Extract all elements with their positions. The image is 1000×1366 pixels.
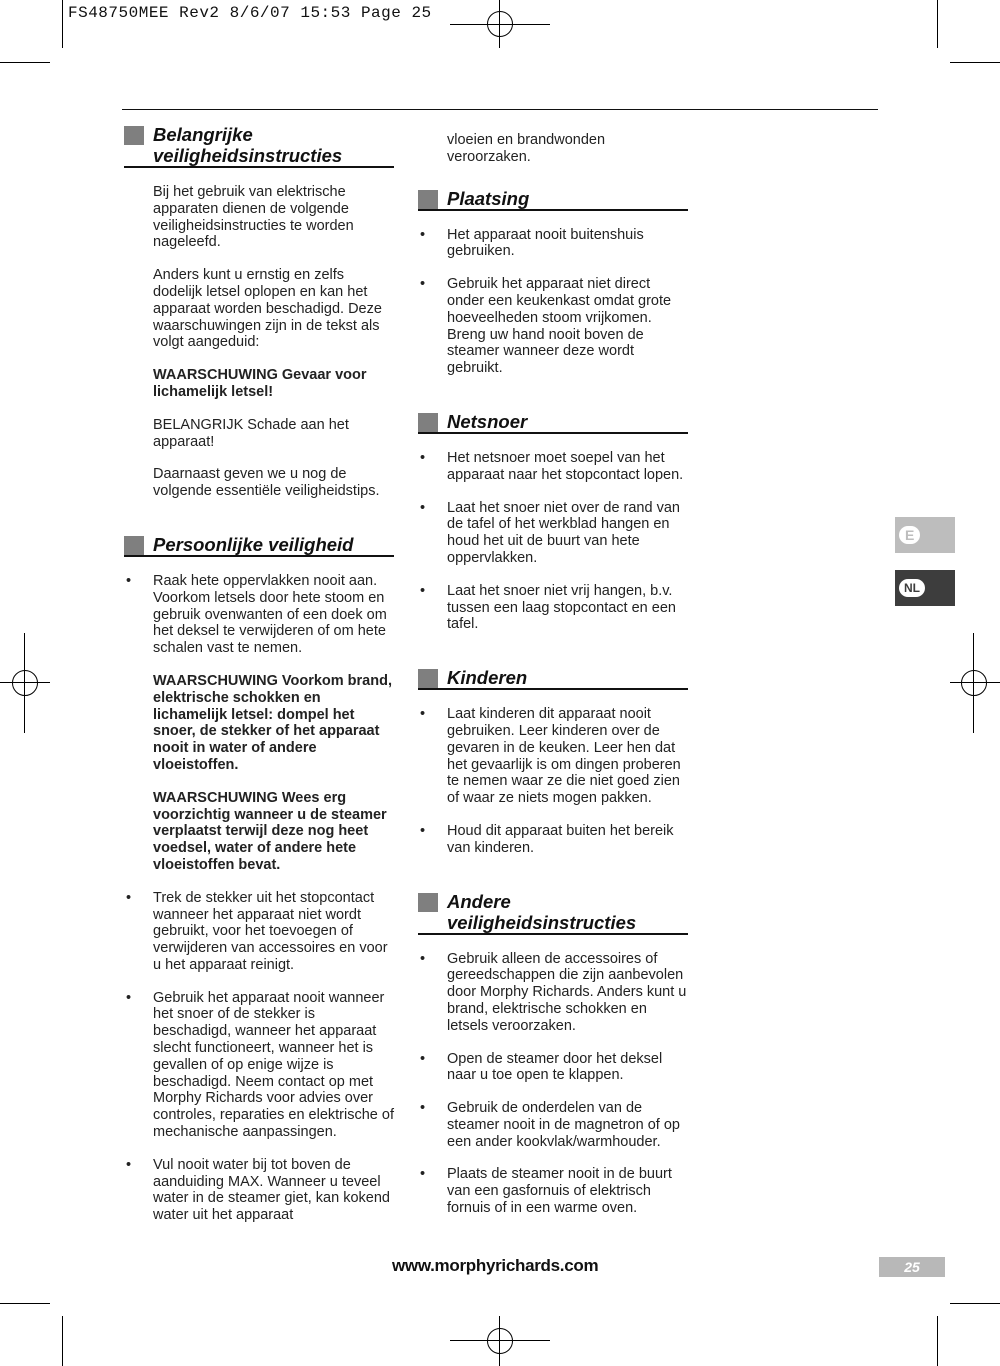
registration-mark-right: [950, 682, 1000, 683]
heading-title: Plaatsing: [447, 187, 530, 209]
list-item: • Raak hete oppervlakken nooit aan. Voorkom letsels door hete stoom en gebruik ovenwanten of een doek om het deksel te verwijderen of om hete schalen vast te nemen.: [126, 572, 387, 657]
registration-mark-top: [450, 24, 550, 25]
paragraph-continuation: vloeien en brandwonden veroorzaken.: [447, 132, 606, 165]
list-item: • Gebruik het apparaat nooit wanneer het snoer of de stekker is beschadigd, wanneer het apparaat slecht functioneert, wanneer het is gevallen of op enige wijze is beschadigd. Neem contact op met Morphy Richards voor advies over controles, reparaties en elektrische of mechanische aanpassingen.: [126, 989, 394, 1141]
crop-mark: [950, 1303, 1000, 1304]
bullet-list: [124, 573, 394, 657]
heading-title: Netsnoer: [447, 410, 528, 432]
section-heading-plaatsing: [418, 188, 688, 211]
registration-mark-left: [12, 670, 38, 696]
paragraph: Anders kunt u ernstig en zelfs dodelijk letsel oplopen en kan het apparaat worden beschadigd. Deze waarschuwingen zijn in de tekst als volgt aangeduid:: [153, 267, 382, 351]
heading-title-line1: Andere: [447, 890, 511, 912]
crop-mark: [937, 0, 938, 48]
header-rule: [122, 109, 878, 110]
section-heading-netsnoer: [418, 411, 688, 434]
heading-title: Kinderen: [447, 667, 528, 689]
warning-paragraph: WAARSCHUWING Wees erg voorzichtig wanneer u de steamer verplaatst terwijl deze nog heet voedsel, water of andere hete vloeistoffen bevat.: [153, 789, 387, 873]
list-item: • Laat kinderen dit apparaat nooit gebruiken. Leer kinderen over de gevaren in de keuken. Leer hen dat het gevaarlijk is om dingen proberen te nemen waar ze die niet goed zien of waar ze niets mogen pakken.: [420, 706, 681, 807]
bullet-list: [418, 227, 688, 377]
bullet-list: [418, 706, 688, 856]
bullet-list: [418, 450, 688, 633]
section-heading-andere: [418, 891, 688, 935]
page-number: 25: [879, 1257, 945, 1277]
registration-mark-right: [973, 633, 974, 733]
list-item: • Laat het snoer niet over de rand van de tafel of het werkblad hangen en houd het uit de buurt van hete oppervlakken.: [420, 499, 680, 566]
bullet-list: [418, 951, 688, 1217]
list-item: • Laat het snoer niet vrij hangen, b.v. tussen een laag stopcontact en een tafel.: [420, 582, 676, 633]
crop-mark: [937, 1316, 938, 1366]
list-item: • Vul nooit water bij tot boven de aanduiding MAX. Wanneer u teveel water in de steamer giet, kan kokend water uit het apparaat: [126, 1156, 390, 1224]
crop-mark: [62, 1316, 63, 1366]
section-heading-kinderen: [418, 667, 688, 690]
heading-marker: [418, 669, 438, 688]
crop-mark: [950, 62, 1000, 63]
list-item: • Open de steamer door het deksel naar u toe open te klappen.: [420, 1050, 663, 1084]
list-item: • Gebruik het apparaat niet direct onder een keukenkast omdat grote hoeveelheden stoom vrijkomen. Breng uw hand nooit boven de steamer wanneer deze wordt gebruikt.: [420, 276, 672, 377]
language-tab-e: [895, 517, 955, 553]
warning-paragraph: WAARSCHUWING Voorkom brand, elektrische schokken en lichamelijk letsel: dompel het snoer, de stekker of het apparaat nooit in water of andere vloeistoffen.: [153, 672, 392, 773]
crop-mark: [0, 1303, 50, 1304]
heading-marker: [418, 413, 438, 432]
heading-marker: [418, 893, 438, 912]
list-item: • Het apparaat nooit buitenshuis gebruiken.: [420, 226, 644, 260]
heading-marker: [124, 536, 144, 555]
section-heading-persoonlijke: [124, 534, 394, 557]
registration-mark-left: [24, 633, 25, 733]
heading-title: Persoonlijke veiligheid: [153, 533, 354, 555]
heading-title-line1: Belangrijke: [153, 124, 253, 145]
heading-title-line2: veiligheidsinstructies: [153, 145, 343, 166]
paragraph: Bij het gebruik van elektrische apparaten dienen de volgende veiligheidsinstructies te worden nageleefd.: [153, 184, 354, 251]
heading-marker: [418, 190, 438, 209]
paragraph: Daarnaast geven we u nog de volgende essentiële veiligheidstips.: [153, 466, 380, 500]
list-item: • Gebruik alleen de accessoires of gereedschappen die zijn aanbevolen door Morphy Richards. Anders kunt u brand, elektrische schokken en letsels veroorzaken.: [420, 950, 687, 1034]
list-item: • Het netsnoer moet soepel van het apparaat naar het stopcontact lopen.: [420, 449, 684, 483]
registration-mark-bottom: [450, 1340, 550, 1341]
language-label: E: [899, 526, 920, 544]
bullet-list: [124, 890, 394, 1224]
list-item: • Trek de stekker uit het stopcontact wanneer het apparaat niet wordt gebruikt, voor het toevoegen of verwijderen van accessoires en voor u het apparaat reinigt.: [126, 889, 388, 973]
language-label: NL: [899, 579, 925, 597]
list-item: • Houd dit apparaat buiten het bereik van kinderen.: [420, 822, 674, 856]
print-slug: FS48750MEE Rev2 8/6/07 15:53 Page 25: [68, 4, 432, 22]
list-item: • Gebruik de onderdelen van de steamer nooit in de magnetron of op een ander kookvlak/warmhouder.: [420, 1100, 680, 1150]
section-heading-belangrijke: [124, 124, 394, 168]
language-tab-nl: [895, 570, 955, 606]
paragraph: BELANGRIJK Schade aan het apparaat!: [153, 416, 349, 450]
registration-mark-bottom: [487, 1328, 513, 1354]
heading-title-line2: veiligheidsinstructies: [447, 911, 637, 933]
crop-mark: [62, 0, 63, 48]
right-column: [418, 132, 688, 1233]
footer-url: www.morphyrichards.com: [392, 1256, 599, 1275]
left-column: [124, 124, 394, 1240]
registration-mark-top: [499, 0, 500, 48]
crop-mark: [0, 62, 50, 63]
registration-mark-right: [961, 670, 987, 696]
registration-mark-left: [0, 682, 50, 683]
heading-marker: [124, 126, 144, 145]
warning-paragraph: WAARSCHUWING Gevaar voor lichamelijk letsel!: [153, 367, 367, 400]
list-item: • Plaats de steamer nooit in de buurt van een gasfornuis of elektrisch fornuis of in een warme oven.: [420, 1166, 672, 1217]
registration-mark-bottom: [499, 1316, 500, 1366]
